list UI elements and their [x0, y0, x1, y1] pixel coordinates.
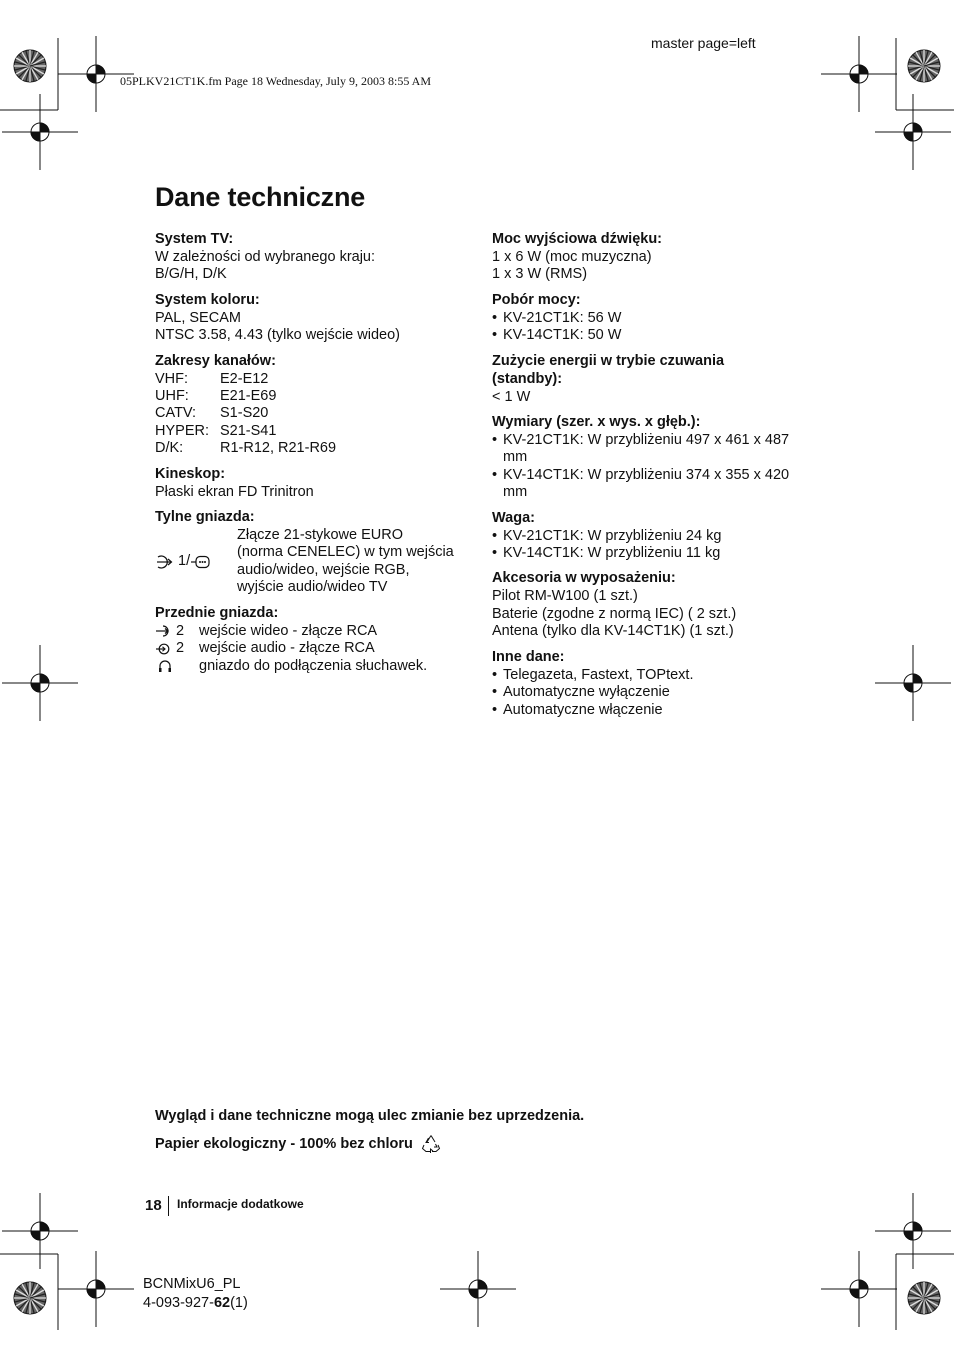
- bullet-item: • KV-21CT1K: W przybliżeniu 24 kg: [492, 528, 792, 545]
- paper-notice: [155, 1134, 441, 1153]
- recycle-icon: [421, 1134, 441, 1153]
- crosshair-mark: [440, 1251, 516, 1327]
- bullet-item: • Automatyczne włączenie: [492, 702, 792, 719]
- section-heading: Inne dane:: [492, 648, 565, 665]
- text-line: NTSC 3.58, 4.43 (tylko wejście wideo): [155, 327, 400, 344]
- crosshair-mark: [875, 1193, 951, 1269]
- band-range: S1-S20: [220, 405, 269, 422]
- section-heading: Tylne gniazda:: [155, 509, 255, 526]
- bullet-item: • KV-21CT1K: 56 W: [492, 310, 792, 327]
- channel-range-table: [155, 371, 475, 458]
- front-connector-label: [155, 623, 199, 640]
- part-number-prefix: 4-093-927-: [143, 1295, 214, 1311]
- bullet-item: • KV-14CT1K: 50 W: [492, 327, 792, 344]
- registration-rosette: [14, 1282, 46, 1314]
- paper-notice-text: Papier ekologiczny - 100% bez chloru: [155, 1135, 413, 1152]
- right-column: [492, 230, 792, 726]
- system-koloru-section: [155, 291, 475, 345]
- crosshair-mark: [821, 1251, 897, 1327]
- section-heading: System TV:: [155, 231, 234, 247]
- section-heading: Akcesoria w wyposażeniu:: [492, 570, 676, 587]
- section-heading: Zużycie energii w trybie czuwania (standby):: [492, 352, 725, 387]
- connector-number: 2: [176, 622, 185, 639]
- crosshair-mark: [2, 1193, 78, 1269]
- connector-number: 2: [176, 640, 185, 657]
- band-label: CATV:: [155, 405, 197, 422]
- front-connector-table: [155, 623, 475, 675]
- change-notice: Wygląd i dane techniczne mogą ulec zmianie bez uprzedzenia.: [155, 1108, 585, 1124]
- headphones-icon: [155, 659, 175, 673]
- doc-code: BCNMixU6_PL: [143, 1276, 241, 1292]
- rear-connector-row: [155, 527, 475, 597]
- connector-desc: gniazdo do podłączenia słuchawek.: [199, 657, 428, 674]
- section-name: Informacje dodatkowe: [177, 1197, 304, 1211]
- crosshair-mark: [2, 645, 78, 721]
- front-connector-label: [155, 658, 199, 675]
- registration-rosette: [908, 1282, 940, 1314]
- text-line: Baterie (zgodne z normą IEC) ( 2 szt.): [492, 605, 737, 622]
- band-range: S21-S41: [220, 422, 277, 439]
- connector-desc: wejście audio - złącze RCA: [199, 640, 375, 657]
- text-line: Płaski ekran FD Trinitron: [155, 483, 314, 500]
- section-heading: Przednie gniazda:: [155, 604, 279, 621]
- crosshair-mark: [2, 94, 78, 170]
- section-heading: Wymiary (szer. x wys. x głęb.):: [492, 414, 701, 431]
- text-line: Pilot RM-W100 (1 szt.): [492, 588, 638, 605]
- text-line: (norma CENELEC) w tym wejścia: [237, 544, 454, 561]
- part-number-bold: 62: [213, 1295, 231, 1311]
- text-line: Antena (tylko dla KV-14CT1K) (1 szt.): [492, 623, 734, 640]
- bullet-item: • Automatyczne wyłączenie: [492, 684, 792, 701]
- band-range: R1-R12, R21-R69: [220, 440, 337, 457]
- section-heading: Pobór mocy:: [492, 291, 581, 308]
- text-line: Złącze 21-stykowe EURO: [237, 527, 403, 544]
- front-connector-label: [155, 640, 199, 657]
- registration-rosette: [14, 50, 46, 82]
- av-input-icon: [155, 554, 177, 570]
- band-range: E21-E69: [220, 388, 277, 405]
- scart-number: 1/: [178, 553, 191, 570]
- tylne-gniazda-section: [155, 508, 475, 597]
- text-line: audio/wideo, wejście RGB,: [237, 561, 410, 578]
- text-line: W zależności od wybranego kraju:: [155, 249, 376, 265]
- zuzycie-section: [492, 352, 792, 406]
- bullet-item: • KV-21CT1K: W przybliżeniu 497 x 461 x 487 mm: [492, 432, 792, 467]
- text-line: 1 x 3 W (RMS): [492, 266, 588, 283]
- system-tv-section: [155, 230, 475, 284]
- section-heading: Waga:: [492, 509, 535, 526]
- pobor-section: [492, 291, 792, 345]
- text-line: PAL, SECAM: [155, 309, 241, 326]
- left-column: [155, 230, 475, 682]
- band-label: D/K:: [155, 440, 184, 457]
- registration-rosette: [908, 50, 940, 82]
- video-input-icon: [155, 624, 175, 638]
- crosshair-mark: [875, 94, 951, 170]
- part-number: [143, 1295, 248, 1311]
- section-heading: Zakresy kanałów:: [155, 352, 276, 369]
- section-heading: Kineskop:: [155, 465, 226, 482]
- band-label: VHF:: [155, 370, 189, 387]
- text-line: < 1 W: [492, 388, 531, 405]
- page-number: 18: [145, 1197, 162, 1214]
- rear-connector-desc: [237, 527, 465, 597]
- moc-section: [492, 230, 792, 284]
- scart-connector-label: [155, 527, 237, 597]
- text-line: B/G/H, D/K: [155, 266, 227, 283]
- band-label: UHF:: [155, 388, 189, 405]
- inne-section: [492, 648, 792, 719]
- audio-input-icon: [155, 642, 175, 656]
- band-label: HYPER:: [155, 422, 209, 439]
- part-number-suffix: (1): [230, 1295, 248, 1311]
- text-line: 1 x 6 W (moc muzyczna): [492, 249, 652, 265]
- page-title: Dane techniczne: [155, 182, 366, 212]
- section-heading: System koloru:: [155, 291, 260, 308]
- text-line: wyjście audio/wideo TV: [237, 579, 388, 596]
- wymiary-section: [492, 413, 792, 502]
- av-output-icon: [191, 554, 211, 570]
- zakresy-section: [155, 352, 475, 458]
- file-info: 05PLKV21CT1K.fm Page 18 Wednesday, July 9, 2003 8:55 AM: [120, 74, 432, 88]
- waga-section: [492, 509, 792, 563]
- band-range: E2-E12: [220, 370, 269, 387]
- master-page-label: master page=left: [651, 35, 756, 51]
- akcesoria-section: [492, 569, 792, 640]
- crosshair-mark: [875, 645, 951, 721]
- kineskop-section: [155, 465, 475, 501]
- bullet-item: • Telegazeta, Fastext, TOPtext.: [492, 667, 792, 684]
- connector-desc: wejście wideo - złącze RCA: [199, 622, 378, 639]
- bullet-item: • KV-14CT1K: W przybliżeniu 11 kg: [492, 545, 792, 562]
- section-heading: Moc wyjściowa dźwięku:: [492, 231, 663, 247]
- przednie-gniazda-section: [155, 604, 475, 675]
- page-divider: [168, 1196, 169, 1216]
- bullet-item: • KV-14CT1K: W przybliżeniu 374 x 355 x 420 mm: [492, 467, 792, 502]
- crosshair-mark: [58, 1251, 134, 1327]
- crosshair-mark: [821, 36, 897, 112]
